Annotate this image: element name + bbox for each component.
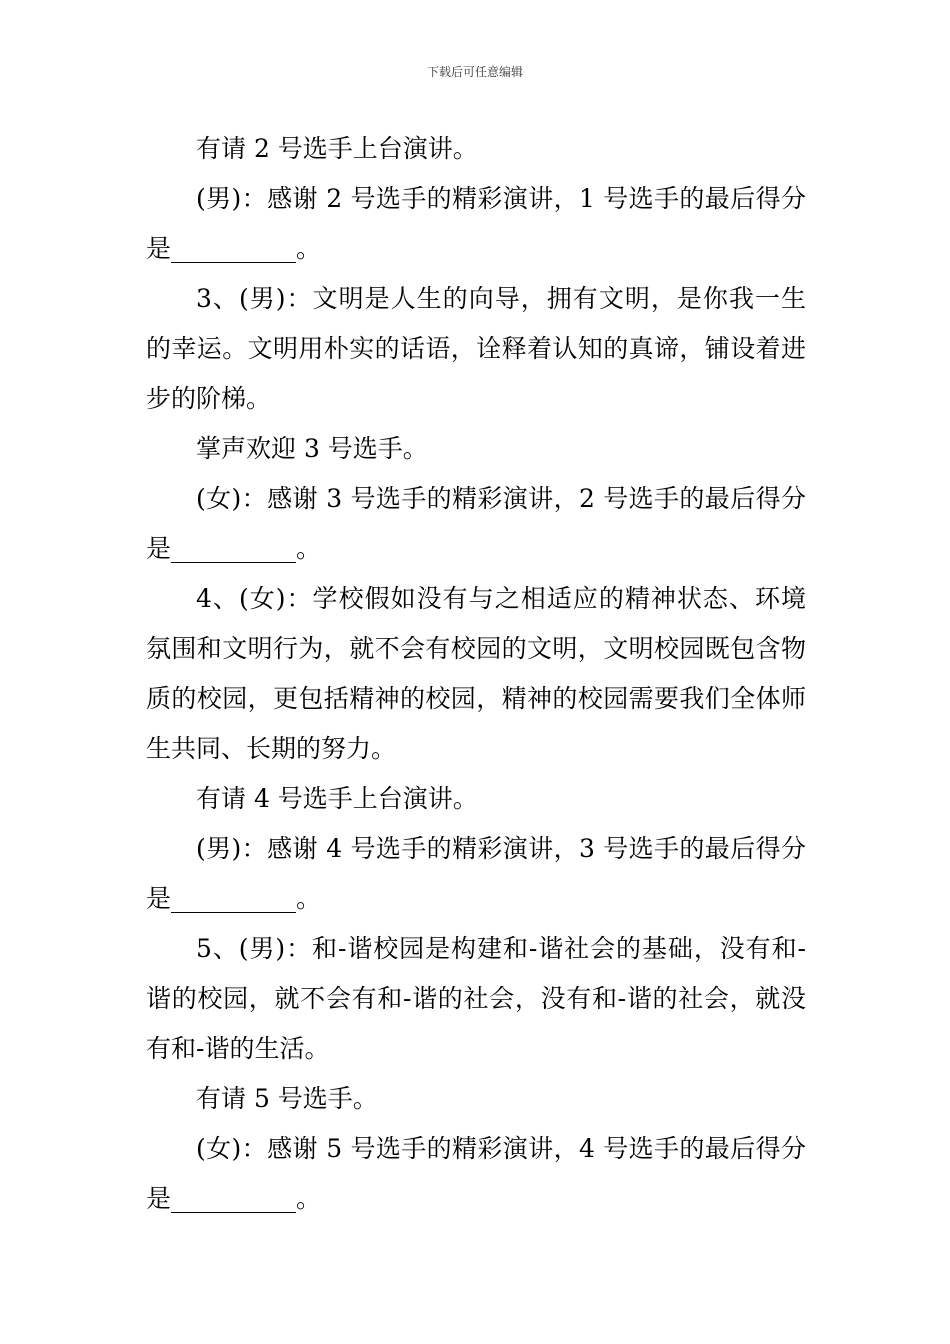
document-body [146,124,806,1224]
paragraph: 有请 4 号选手上台演讲。 [196,784,478,813]
paragraph: 有请 2 号选手上台演讲。 [196,134,478,163]
paragraph: 有请 5 号选手。 [196,1084,378,1113]
paragraph: (男)：感谢 2 号选手的精彩演讲，1 号选手的最后得分是__________。 [146,184,806,263]
paragraph: (女)：感谢 5 号选手的精彩演讲，4 号选手的最后得分是__________。 [146,1134,806,1213]
paragraph: 5、(男)：和-谐校园是构建和-谐社会的基础，没有和-谐的校园，就不会有和-谐的社会，没有和-谐的社会，就没有和-谐的生活。 [146,934,806,1063]
paragraph: 3、(男)：文明是人生的向导，拥有文明，是你我一生的幸运。文明用朴实的话语，诠释着认知的真谛，铺设着进步的阶梯。 [146,284,806,413]
page-header: 下载后可任意编辑 [426,65,523,79]
paragraph: 4、(女)：学校假如没有与之相适应的精神状态、环境氛围和文明行为，就不会有校园的文明，文明校园既包含物质的校园，更包括精神的校园，精神的校园需要我们全体师生共同、长期的努力。 [146,584,806,763]
paragraph: 掌声欢迎 3 号选手。 [196,434,428,463]
paragraph: (男)：感谢 4 号选手的精彩演讲，3 号选手的最后得分是__________。 [146,834,806,913]
paragraph: (女)：感谢 3 号选手的精彩演讲，2 号选手的最后得分是__________。 [146,484,806,563]
